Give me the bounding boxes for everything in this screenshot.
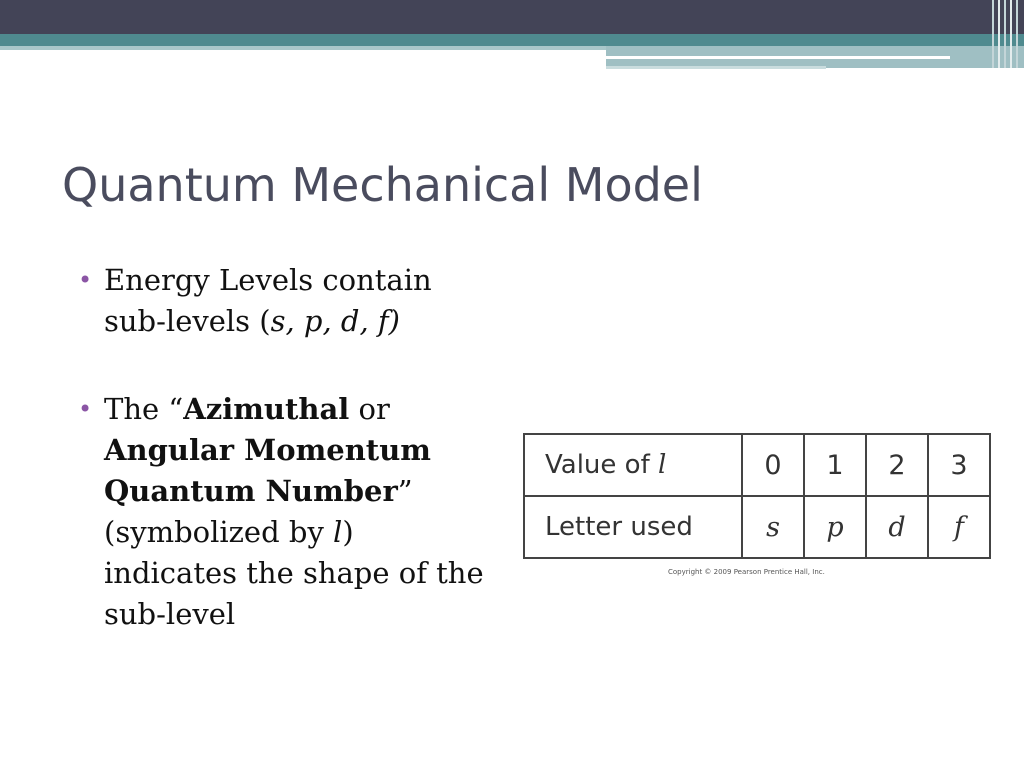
bullet-dot-icon: • xyxy=(78,395,93,423)
bullet-text: (symbolized by xyxy=(104,515,334,549)
bullet-text-bold: Quantum Number xyxy=(104,474,398,508)
header-banner-teal xyxy=(0,34,1024,46)
table-cell: 3 xyxy=(928,434,990,496)
table-cell: 1 xyxy=(804,434,866,496)
header-accent-line xyxy=(606,56,950,59)
bullet-text: or xyxy=(349,392,390,426)
bullet-dot-icon: • xyxy=(78,266,93,294)
copyright-notice: Copyright © 2009 Pearson Prentice Hall, Inc. xyxy=(668,568,825,576)
bullet-text: Energy Levels contain xyxy=(104,263,432,297)
bullet-text: indicates the shape of the xyxy=(104,556,484,590)
bullet-text-italic: l xyxy=(333,515,343,549)
table-header-symbol: l xyxy=(658,450,667,480)
slide-title: Quantum Mechanical Model xyxy=(62,158,703,212)
header-stripe xyxy=(992,0,994,68)
bullet-item xyxy=(78,389,498,635)
table-cell: f xyxy=(928,496,990,558)
table-row xyxy=(524,434,990,496)
table-row-header xyxy=(524,434,742,496)
table-cell: s xyxy=(742,496,804,558)
bullet-text: ) xyxy=(342,515,354,549)
bullet-text-italic: s, p, d, f) xyxy=(270,304,400,338)
header-accent-line xyxy=(606,66,826,69)
bullet-text: The “ xyxy=(104,392,184,426)
bullet-text-bold: Angular Momentum xyxy=(104,433,431,467)
header-stripe xyxy=(1016,0,1018,68)
table-cell: 0 xyxy=(742,434,804,496)
table-row xyxy=(524,496,990,558)
bullet-text: ” xyxy=(397,474,413,508)
table-cell: 2 xyxy=(866,434,928,496)
header-stripe xyxy=(1010,0,1012,68)
bullet-text-bold: Azimuthal xyxy=(183,392,350,426)
header-stripe xyxy=(1004,0,1006,68)
bullet-item xyxy=(78,260,498,342)
bullet-text: sub-levels ( xyxy=(104,304,271,338)
table-cell: d xyxy=(866,496,928,558)
table-header-text: Value of xyxy=(545,450,658,480)
bullet-text: sub-level xyxy=(104,597,236,631)
table-row-header: Letter used xyxy=(524,496,742,558)
header-banner-dark xyxy=(0,0,1024,34)
table-cell: p xyxy=(804,496,866,558)
header-stripe xyxy=(998,0,1000,68)
bullet-list xyxy=(78,260,498,635)
header-banner-light xyxy=(0,46,610,50)
quantum-number-table xyxy=(523,433,991,559)
